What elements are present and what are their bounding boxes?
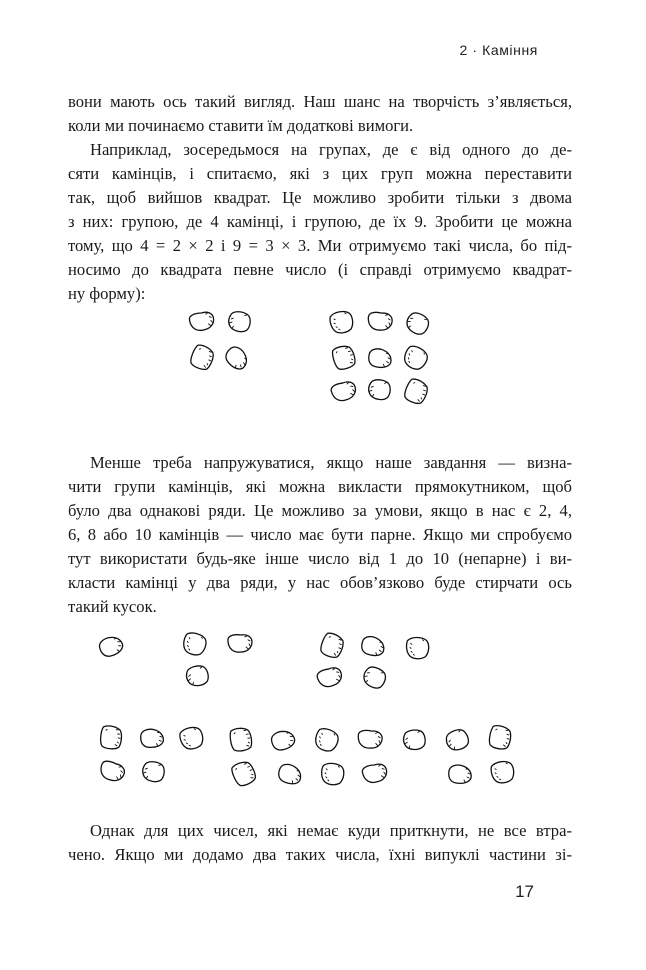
text-line: так, щоб вийшов квадрат. Це можливо зробити тільки з двома (68, 188, 572, 207)
pebble-icon (406, 637, 429, 659)
pebble-icon (321, 763, 344, 785)
odd-groups (97, 631, 516, 788)
pebble-icon (269, 728, 296, 753)
pebble-icon (328, 309, 355, 335)
pebble-icon (140, 728, 164, 748)
running-head: 2 · Каміння (459, 42, 538, 58)
pebble-icon (230, 759, 258, 788)
pebble-icon (444, 727, 472, 754)
paragraph-3 (68, 451, 572, 619)
text-line: носимо до квадрата певне число (і справді отримуємо квадрат- (68, 260, 572, 279)
pebble-icon (97, 633, 125, 659)
text-line: сяти камінців, і спитаємо, які з цих груп можна переставити (68, 164, 572, 183)
pebble-icon (142, 761, 165, 783)
pebble-icon (331, 344, 357, 371)
text-line: класти камінці у два ряди, у нас обов’язково буде стирчати ось (68, 573, 572, 592)
pebble-icon (367, 312, 392, 332)
pebble-icon (357, 730, 382, 749)
text-line: вони мають ось такий вигляд. Наш шанс на творчість з’являється, (68, 92, 572, 111)
page-number: 17 (515, 882, 534, 901)
pebble-icon (188, 343, 216, 372)
pebble-icon (330, 380, 358, 403)
pebble-icon (99, 725, 123, 750)
text-line: такий кусок. (68, 597, 157, 616)
pebble-icon (318, 631, 346, 660)
pebble-icon (228, 634, 252, 652)
pebble-icon (401, 344, 430, 373)
pebble-icon (313, 727, 340, 754)
pebble-icon (361, 763, 388, 785)
text-line: чено. Якщо ми додамо два таких числа, їхні випуклі частини зі- (68, 845, 572, 864)
pebble-icon (368, 379, 391, 400)
text-line: 6, 8 або 10 камінців — число має бути парне. Якщо ми спробуємо (68, 525, 572, 544)
text-line: тут використати будь-яке інше число від 1 до 10 (непарне) і ви- (68, 549, 572, 568)
pebble-icon (449, 765, 471, 783)
pebble-icon (402, 377, 430, 406)
text-line: з них: групою, де 4 камінці, і групою, де їх 9. Зробити це можна (68, 212, 572, 231)
pebble-icon (178, 725, 206, 752)
pebble-icon (189, 311, 216, 332)
text-line: Менше треба напружуватися, якщо наше завдання — визна- (90, 453, 572, 472)
pebble-icon (277, 762, 303, 785)
paragraph-4 (68, 819, 572, 867)
pebble-icon (182, 631, 208, 656)
text-line: було два однакові ряди. Це можливо за умови, якщо в нас є 2, 4, (68, 501, 572, 520)
pebble-icon (228, 311, 252, 333)
pebble-icon (487, 724, 512, 751)
pebble-icon (402, 728, 426, 751)
pebble-icon (404, 310, 432, 337)
pebble-icon (368, 348, 392, 368)
pebble-icon (229, 727, 252, 752)
text-line: коли ми починаємо ставити їм додаткові вимоги. (68, 116, 414, 135)
text-line: ну форму): (68, 284, 146, 303)
text-line: тому, що 4 = 2 × 2 і 9 = 3 × 3. Ми отримуємо такі числа, бо під- (68, 236, 572, 255)
pebble-icon (316, 666, 344, 689)
square-groups (188, 309, 431, 406)
pebble-icon (490, 759, 516, 785)
pebble-icon (222, 344, 251, 373)
pebble-icon (360, 635, 385, 657)
text-line: Наприклад, зосередьмося на групах, де є від одного до де- (90, 140, 572, 159)
pebble-icon (361, 665, 388, 691)
pebble-icon (185, 664, 211, 688)
text-line: Однак для цих чисел, які немає куди приткнути, не все втра- (90, 821, 572, 840)
text-line: чити групи камінців, які можна викласти прямокутником, щоб (68, 477, 572, 496)
pebble-icon (98, 759, 126, 783)
